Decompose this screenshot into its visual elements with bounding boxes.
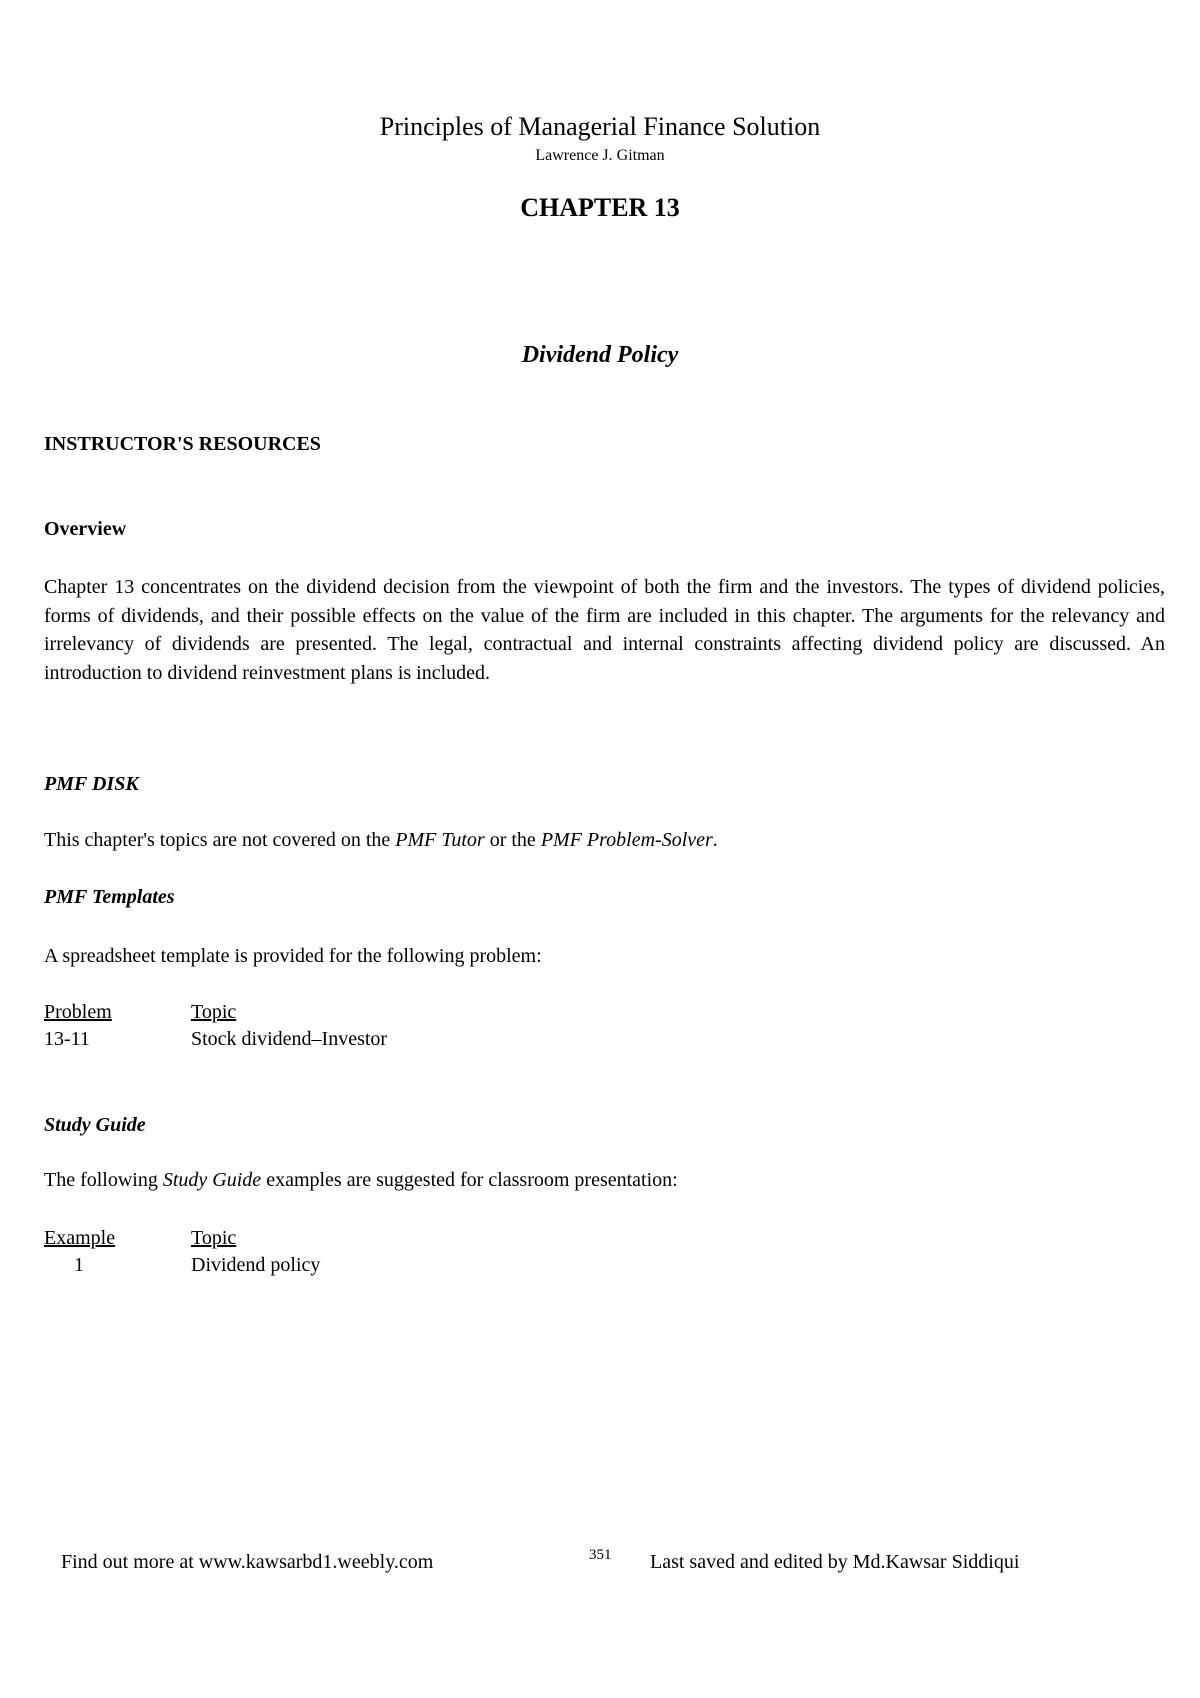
overview-paragraph: Chapter 13 concentrates on the dividend decision from the viewpoint of both the firm and the investors. The types of dividend policies, forms of dividends, and their possible effects on the value of the firm are included in this chapter. The arguments for the relevancy and irrelevancy of dividends are presented. The legal, contractual and internal constraints affecting dividend policy are discussed. An introduction to dividend reinvestment plans is included.	[44, 576, 1165, 684]
text: .	[712, 829, 718, 851]
topic-column-header: Topic	[191, 1001, 237, 1023]
overview-heading: Overview	[44, 518, 127, 540]
text: or the	[484, 829, 541, 851]
study-guide-intro	[44, 1170, 678, 1190]
page-number: 351	[589, 1547, 612, 1563]
author: Lawrence J. Gitman	[535, 147, 665, 164]
pmf-tutor: PMF Tutor	[395, 829, 485, 851]
example-number: 1	[74, 1254, 84, 1276]
instructors-resources-heading: INSTRUCTOR'S RESOURCES	[44, 433, 321, 455]
chapter-number: CHAPTER 13	[520, 193, 680, 222]
document-title: Principles of Managerial Finance Solution	[379, 112, 821, 141]
pmf-templates-heading: PMF Templates	[44, 886, 175, 908]
text: examples are suggested for classroom presentation:	[261, 1169, 678, 1191]
text: The following	[44, 1169, 163, 1191]
problem-topic: Stock dividend–Investor	[191, 1028, 388, 1050]
chapter-title: Dividend Policy	[521, 342, 679, 368]
study-guide-title: Study Guide	[162, 1169, 262, 1191]
topic-column-header: Topic	[191, 1227, 237, 1249]
pmf-disk-heading: PMF DISK	[44, 773, 139, 795]
footer-edited-by: Last saved and edited by Md.Kawsar Siddiqui	[650, 1551, 1020, 1573]
pmf-problem-solver: PMF Problem-Solver	[540, 829, 713, 851]
text: This chapter's topics are not covered on the	[44, 829, 396, 851]
example-topic: Dividend policy	[191, 1254, 321, 1276]
example-column-header: Example	[44, 1227, 116, 1249]
problem-column-header: Problem	[44, 1001, 112, 1023]
study-guide-heading: Study Guide	[44, 1114, 146, 1136]
pmf-templates-intro: A spreadsheet template is provided for the following problem:	[44, 945, 542, 967]
pmf-disk-text	[44, 830, 718, 850]
footer-website: Find out more at www.kawsarbd1.weebly.com	[61, 1551, 434, 1573]
problem-number: 13-11	[44, 1028, 90, 1050]
